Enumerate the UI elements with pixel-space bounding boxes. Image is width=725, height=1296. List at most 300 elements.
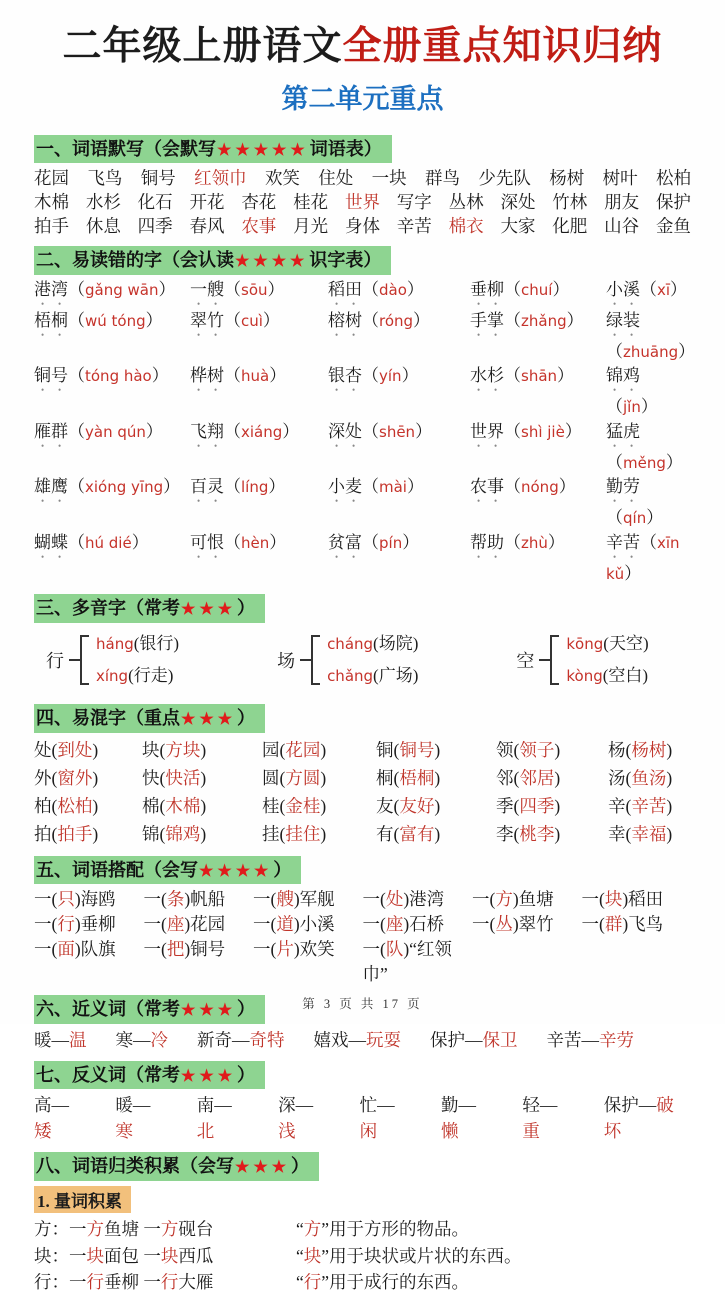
measure-word: 方 bbox=[86, 1219, 104, 1240]
measure-word: 只 bbox=[57, 889, 75, 910]
paren: ） bbox=[145, 421, 163, 441]
base-char: 园 bbox=[262, 739, 280, 760]
section-5-heading bbox=[34, 856, 301, 885]
measure-word: 片 bbox=[276, 939, 294, 960]
base-char: 拍 bbox=[34, 823, 52, 844]
bracket-line-icon bbox=[300, 659, 311, 661]
synonym-list bbox=[34, 1027, 691, 1053]
base-char: 挂 bbox=[262, 823, 280, 844]
paren: （ bbox=[362, 421, 379, 441]
paren: ) bbox=[554, 823, 561, 844]
noun-word: 欢笑 bbox=[299, 939, 335, 960]
word-b: 闲 bbox=[359, 1121, 378, 1142]
paren: ) bbox=[184, 914, 191, 935]
hanzi-word: 绿装 bbox=[606, 310, 640, 330]
collocation-entry bbox=[363, 912, 473, 937]
pinyin-word-list bbox=[34, 278, 696, 587]
pinyin-entry bbox=[190, 475, 328, 531]
confusable-entry bbox=[142, 764, 262, 792]
paren: ) bbox=[622, 889, 629, 910]
pinyin: róng bbox=[379, 311, 414, 330]
pinyin: hèn bbox=[241, 533, 270, 552]
section-collocations bbox=[34, 853, 691, 988]
polyphone-reading bbox=[566, 666, 648, 686]
pinyin: xīn kǔ bbox=[606, 533, 680, 583]
example-word: 梧桐 bbox=[399, 767, 435, 788]
paren: （ bbox=[224, 366, 241, 386]
paren: ( bbox=[513, 823, 520, 844]
pinyin-entry bbox=[34, 531, 190, 587]
vocab-word: 杨树 bbox=[549, 168, 585, 189]
confusable-entry bbox=[262, 764, 376, 792]
section-3-heading bbox=[34, 594, 265, 623]
dash: — bbox=[377, 1095, 395, 1116]
usage-label: 方： bbox=[34, 1219, 69, 1240]
hanzi-word: 水杉 bbox=[470, 366, 504, 386]
hanzi-word: 农事 bbox=[470, 477, 504, 497]
paren: （ bbox=[224, 421, 241, 441]
paren: （ bbox=[68, 421, 85, 441]
pinyin-entry bbox=[34, 364, 190, 420]
heading-text: 五、词语搭配（会写 bbox=[36, 859, 198, 880]
text: 一( bbox=[143, 914, 167, 935]
bracket-line-icon bbox=[539, 659, 550, 661]
quote: “ bbox=[296, 1245, 304, 1266]
hanzi-word: 深处 bbox=[328, 421, 362, 441]
hanzi-word: 手掌 bbox=[470, 310, 504, 330]
text: 一 bbox=[69, 1272, 87, 1293]
example-word: (天空) bbox=[603, 634, 649, 654]
synonym-pair bbox=[430, 1027, 518, 1053]
paren: ) bbox=[320, 823, 327, 844]
paren: （ bbox=[224, 279, 241, 299]
usage-examples bbox=[34, 1269, 296, 1296]
antonym-pair bbox=[115, 1092, 167, 1144]
heading-text: 识字表） bbox=[309, 250, 382, 271]
hanzi-word: 小溪 bbox=[606, 279, 640, 299]
paren: ) bbox=[92, 823, 99, 844]
antonym-list bbox=[34, 1092, 691, 1144]
word-b: 奇特 bbox=[249, 1029, 285, 1050]
pinyin-entry bbox=[190, 309, 328, 365]
example-word: 桃李 bbox=[519, 823, 555, 844]
paren: （ bbox=[504, 310, 521, 330]
base-char: 锦 bbox=[142, 823, 160, 844]
dash: — bbox=[51, 1029, 69, 1050]
vocab-word: 花园 bbox=[34, 168, 69, 189]
paren: ( bbox=[279, 795, 286, 816]
usage-note bbox=[296, 1216, 691, 1243]
dash: — bbox=[133, 1029, 151, 1050]
pinyin-entry bbox=[606, 531, 691, 587]
word-a: 辛苦 bbox=[546, 1029, 582, 1050]
noun-word: 翠竹 bbox=[518, 914, 554, 935]
confusable-char-list bbox=[34, 736, 691, 848]
paren: ( bbox=[393, 823, 400, 844]
paren: ） bbox=[552, 279, 570, 299]
vocab-word: 朋友 bbox=[604, 192, 640, 213]
dash: — bbox=[232, 1029, 250, 1050]
paren: ） bbox=[145, 310, 163, 330]
word-b: 北 bbox=[196, 1121, 215, 1142]
section-4-heading bbox=[34, 704, 265, 733]
vocab-word: 松柏 bbox=[655, 168, 691, 189]
paren: ) bbox=[512, 889, 519, 910]
pinyin-row bbox=[34, 420, 691, 476]
collocation-row bbox=[34, 887, 691, 912]
paren: ) bbox=[184, 939, 191, 960]
paren: （ bbox=[640, 279, 657, 299]
star-rating: ★★★ bbox=[181, 1067, 237, 1085]
paren: ) bbox=[200, 795, 207, 816]
example-word: 金桂 bbox=[285, 795, 321, 816]
pinyin: zhù bbox=[521, 533, 548, 552]
pinyin-entry bbox=[328, 420, 470, 476]
vocab-word: 少先队 bbox=[478, 168, 531, 189]
example-word: 花园 bbox=[285, 739, 321, 760]
text: 一 bbox=[139, 1219, 161, 1240]
noun-word: 飞鸟 bbox=[628, 914, 664, 935]
vocab-word: 水杉 bbox=[85, 192, 121, 213]
base-char: 领 bbox=[496, 739, 514, 760]
paren: ( bbox=[159, 823, 166, 844]
paren: （ bbox=[224, 310, 241, 330]
vocab-word: 竹林 bbox=[552, 192, 588, 213]
vocab-word: 丛林 bbox=[448, 192, 484, 213]
hanzi-word: 蝴蝶 bbox=[34, 532, 68, 552]
noun-word: 垂柳 bbox=[80, 914, 116, 935]
text: 一( bbox=[581, 914, 605, 935]
section-polyphones bbox=[34, 591, 691, 696]
word-a: 暖 bbox=[34, 1029, 52, 1050]
vocab-word: 春风 bbox=[189, 216, 225, 237]
paren: （ bbox=[68, 366, 85, 386]
collocation-entry bbox=[144, 937, 254, 987]
collocation-entry bbox=[144, 887, 254, 912]
word-b: 懒 bbox=[440, 1121, 459, 1142]
confusable-row bbox=[34, 764, 691, 792]
paren: ） bbox=[268, 477, 286, 497]
word-row bbox=[34, 190, 691, 214]
collocation-row bbox=[34, 937, 691, 987]
paren: （ bbox=[362, 366, 379, 386]
pinyin-entry bbox=[606, 420, 691, 476]
hanzi-word: 雁群 bbox=[34, 421, 68, 441]
paren: ( bbox=[159, 767, 166, 788]
confusable-entry bbox=[376, 764, 496, 792]
base-char: 铜 bbox=[376, 739, 394, 760]
paren: ( bbox=[625, 739, 632, 760]
dash: — bbox=[214, 1095, 232, 1116]
hanzi-word: 辛苦 bbox=[606, 532, 640, 552]
collocation-entry bbox=[363, 937, 473, 987]
collocation-entry bbox=[472, 887, 582, 912]
antonym-pair bbox=[441, 1092, 493, 1144]
antonym-pair bbox=[278, 1092, 330, 1144]
hanzi-word: 雄鹰 bbox=[34, 477, 68, 497]
measure-word: 行 bbox=[160, 1272, 179, 1293]
paren: ) bbox=[434, 795, 441, 816]
bracket-line-icon bbox=[69, 659, 80, 661]
heading-text: 一、词语默写（会默写 bbox=[36, 138, 216, 159]
quote: ” bbox=[321, 1245, 330, 1266]
paren: ( bbox=[159, 795, 166, 816]
text: 大雁 bbox=[178, 1272, 214, 1293]
text: 一 bbox=[69, 1219, 87, 1240]
paren: ( bbox=[279, 823, 286, 844]
pinyin-row bbox=[34, 531, 691, 587]
dash: — bbox=[465, 1029, 483, 1050]
hanzi-word: 梧桐 bbox=[34, 310, 68, 330]
measure-word: 群 bbox=[604, 914, 623, 935]
measure-word: 方 bbox=[303, 1219, 322, 1240]
heading-text: 词语表） bbox=[309, 138, 382, 159]
paren: （ bbox=[362, 477, 379, 497]
pinyin: jǐn bbox=[623, 398, 641, 417]
vocab-word: 飞鸟 bbox=[87, 168, 123, 189]
heading-text: ） bbox=[237, 708, 256, 729]
paren: （ bbox=[68, 310, 85, 330]
hanzi-word: 贫富 bbox=[328, 532, 362, 552]
base-char: 棉 bbox=[142, 795, 160, 816]
quote: ” bbox=[321, 1272, 330, 1293]
paren: ( bbox=[159, 739, 166, 760]
paren: ) bbox=[293, 889, 300, 910]
dash: — bbox=[295, 1095, 314, 1116]
measure-word: 队 bbox=[385, 939, 404, 960]
word-b: 玩耍 bbox=[366, 1029, 401, 1050]
pinyin: kòng bbox=[566, 667, 603, 686]
section-8-heading bbox=[34, 1152, 319, 1181]
pinyin: xiáng bbox=[241, 422, 283, 441]
pinyin-entry bbox=[190, 420, 328, 476]
measure-word: 行 bbox=[303, 1272, 322, 1293]
vocab-word: 拍手 bbox=[34, 216, 69, 237]
pinyin-entry bbox=[190, 531, 328, 587]
pinyin: xī bbox=[657, 280, 671, 299]
synonym-pair bbox=[547, 1027, 635, 1053]
measure-word: 座 bbox=[166, 914, 185, 935]
collocation-entry bbox=[34, 937, 144, 987]
paren: ( bbox=[393, 739, 400, 760]
measure-word: 行 bbox=[86, 1272, 104, 1293]
measure-word: 方 bbox=[495, 889, 513, 910]
pinyin-entry bbox=[470, 364, 606, 420]
measure-word: 块 bbox=[604, 889, 623, 910]
paren: ） bbox=[158, 279, 176, 299]
quote: “ bbox=[296, 1219, 304, 1240]
vocab-word: 大家 bbox=[500, 216, 536, 237]
paren: （ bbox=[362, 532, 379, 552]
bracket-icon bbox=[550, 635, 559, 685]
confusable-entry bbox=[376, 820, 496, 848]
word-b: 浅 bbox=[278, 1121, 296, 1142]
paren: ） bbox=[547, 532, 565, 552]
hanzi-word: 桦树 bbox=[190, 366, 224, 386]
confusable-entry bbox=[34, 820, 142, 848]
measure-word: 座 bbox=[385, 914, 404, 935]
pinyin-entry bbox=[190, 278, 328, 309]
noun-word: 队旗 bbox=[80, 939, 116, 960]
vocab-word: 群鸟 bbox=[425, 168, 461, 189]
measure-word: 行 bbox=[57, 914, 75, 935]
text: 一( bbox=[143, 889, 167, 910]
paren: ） bbox=[151, 366, 169, 386]
vocab-word: 农事 bbox=[241, 216, 277, 237]
paren: ) bbox=[666, 739, 673, 760]
paren: （ bbox=[606, 508, 623, 528]
paren: ) bbox=[200, 823, 207, 844]
paren: ) bbox=[434, 739, 441, 760]
confusable-entry bbox=[496, 792, 608, 820]
word-a: 保护 bbox=[430, 1029, 465, 1050]
usage-label: 块： bbox=[34, 1245, 69, 1266]
paren: ) bbox=[320, 767, 327, 788]
hanzi-word: 翠竹 bbox=[190, 310, 224, 330]
example-word: 富有 bbox=[399, 823, 435, 844]
confusable-entry bbox=[34, 792, 142, 820]
title-red-part: 全册重点知识归纳 bbox=[342, 25, 663, 68]
word-a: 嬉戏 bbox=[313, 1029, 349, 1050]
vocab-word: 铜号 bbox=[140, 168, 176, 189]
heading-text: ） bbox=[237, 999, 256, 1020]
heading-text: ） bbox=[237, 1064, 256, 1085]
paren: ） bbox=[402, 532, 420, 552]
paren: （ bbox=[640, 532, 657, 552]
example-word: 方圆 bbox=[285, 767, 321, 788]
synonym-pair bbox=[314, 1027, 402, 1053]
word-a: 深 bbox=[278, 1095, 296, 1116]
paren: （ bbox=[504, 477, 521, 497]
pinyin-entry bbox=[34, 309, 190, 365]
example-word: 鱼汤 bbox=[631, 767, 667, 788]
word-a: 保护 bbox=[603, 1095, 639, 1116]
paren: ） bbox=[262, 310, 280, 330]
star-rating: ★★★ bbox=[235, 1159, 291, 1177]
hanzi-word: 垂柳 bbox=[470, 279, 504, 299]
noun-word: “红领巾” bbox=[362, 939, 452, 985]
paren: ( bbox=[51, 823, 58, 844]
paren: ) bbox=[74, 914, 81, 935]
pinyin: měng bbox=[623, 453, 666, 472]
paren: ) bbox=[92, 795, 99, 816]
pinyin: kōng bbox=[566, 635, 604, 654]
vocab-word: 棉衣 bbox=[448, 216, 484, 237]
text: 一( bbox=[472, 914, 496, 935]
confusable-row bbox=[34, 820, 691, 848]
text: 一( bbox=[362, 939, 386, 960]
section-2-heading bbox=[34, 246, 391, 275]
hanzi-word: 铜号 bbox=[34, 366, 68, 386]
usage-label: 行： bbox=[34, 1272, 69, 1293]
text: 一 bbox=[139, 1245, 161, 1266]
text: 一( bbox=[34, 939, 58, 960]
example-word: 窗外 bbox=[57, 767, 93, 788]
note-text: 用于块状或片状的东西。 bbox=[329, 1245, 522, 1266]
paren: ) bbox=[403, 889, 410, 910]
text: 一( bbox=[253, 889, 277, 910]
text: 鱼塘 bbox=[104, 1219, 139, 1240]
heading-text: 三、多音字（常考 bbox=[36, 598, 180, 619]
paren: ) bbox=[554, 795, 561, 816]
paren: （ bbox=[224, 532, 241, 552]
pinyin-entry bbox=[328, 364, 470, 420]
vocab-word: 桂花 bbox=[293, 192, 329, 213]
paren: ) bbox=[92, 767, 99, 788]
word-row bbox=[34, 214, 691, 238]
text: 一( bbox=[253, 914, 277, 935]
noun-word: 铜号 bbox=[190, 939, 226, 960]
base-char: 李 bbox=[496, 823, 514, 844]
confusable-row bbox=[34, 792, 691, 820]
usage-row bbox=[34, 1269, 691, 1296]
measure-word: 块 bbox=[86, 1245, 104, 1266]
vocab-word: 树叶 bbox=[602, 168, 638, 189]
paren: ） bbox=[269, 366, 287, 386]
example-word: 铜号 bbox=[399, 739, 435, 760]
paren: ） bbox=[415, 421, 433, 441]
paren: （ bbox=[224, 477, 241, 497]
text: 一( bbox=[472, 889, 496, 910]
hanzi-word: 世界 bbox=[470, 421, 504, 441]
vocab-word: 世界 bbox=[344, 192, 380, 213]
base-char: 处 bbox=[34, 739, 52, 760]
confusable-entry bbox=[496, 736, 608, 764]
paren: ） bbox=[670, 279, 688, 299]
pinyin: háng bbox=[96, 635, 134, 654]
base-char: 外 bbox=[34, 767, 52, 788]
pinyin: xióng yīng bbox=[85, 478, 164, 497]
text: 一 bbox=[69, 1245, 87, 1266]
measure-word: 处 bbox=[385, 889, 404, 910]
paren: ） bbox=[566, 310, 584, 330]
synonym-pair bbox=[34, 1027, 87, 1053]
paren: ) bbox=[434, 767, 441, 788]
text: 面包 bbox=[104, 1245, 139, 1266]
example-word: 友好 bbox=[399, 795, 435, 816]
paren: ) bbox=[434, 823, 441, 844]
heading-text: ） bbox=[273, 859, 292, 880]
pinyin-entry bbox=[470, 420, 606, 476]
example-word: (行走) bbox=[128, 666, 174, 686]
usage-row bbox=[34, 1216, 691, 1243]
paren: ） bbox=[640, 397, 658, 417]
hanzi-word: 百灵 bbox=[190, 477, 224, 497]
paren: （ bbox=[68, 477, 85, 497]
paren: ( bbox=[625, 767, 632, 788]
usage-row bbox=[34, 1243, 691, 1270]
polyphone-group bbox=[277, 634, 418, 686]
pinyin: sōu bbox=[241, 280, 268, 299]
pinyin-entry bbox=[470, 278, 606, 309]
paren: ) bbox=[184, 889, 191, 910]
measure-word: 丛 bbox=[495, 914, 513, 935]
vocab-word: 写字 bbox=[396, 192, 432, 213]
measure-word: 块 bbox=[303, 1245, 322, 1266]
text: 一( bbox=[581, 889, 605, 910]
pinyin-entry bbox=[328, 531, 470, 587]
section-confusable-chars bbox=[34, 701, 691, 848]
paren: ( bbox=[513, 739, 520, 760]
pinyin: gǎng wān bbox=[85, 280, 159, 299]
heading-text: 八、词语归类积累（会写 bbox=[36, 1156, 234, 1177]
paren: （ bbox=[504, 366, 521, 386]
section-word-dictation bbox=[34, 132, 691, 239]
collocation-entry bbox=[144, 912, 254, 937]
text: 西瓜 bbox=[178, 1245, 214, 1266]
dash: — bbox=[458, 1095, 476, 1116]
pinyin-entry bbox=[606, 364, 691, 420]
